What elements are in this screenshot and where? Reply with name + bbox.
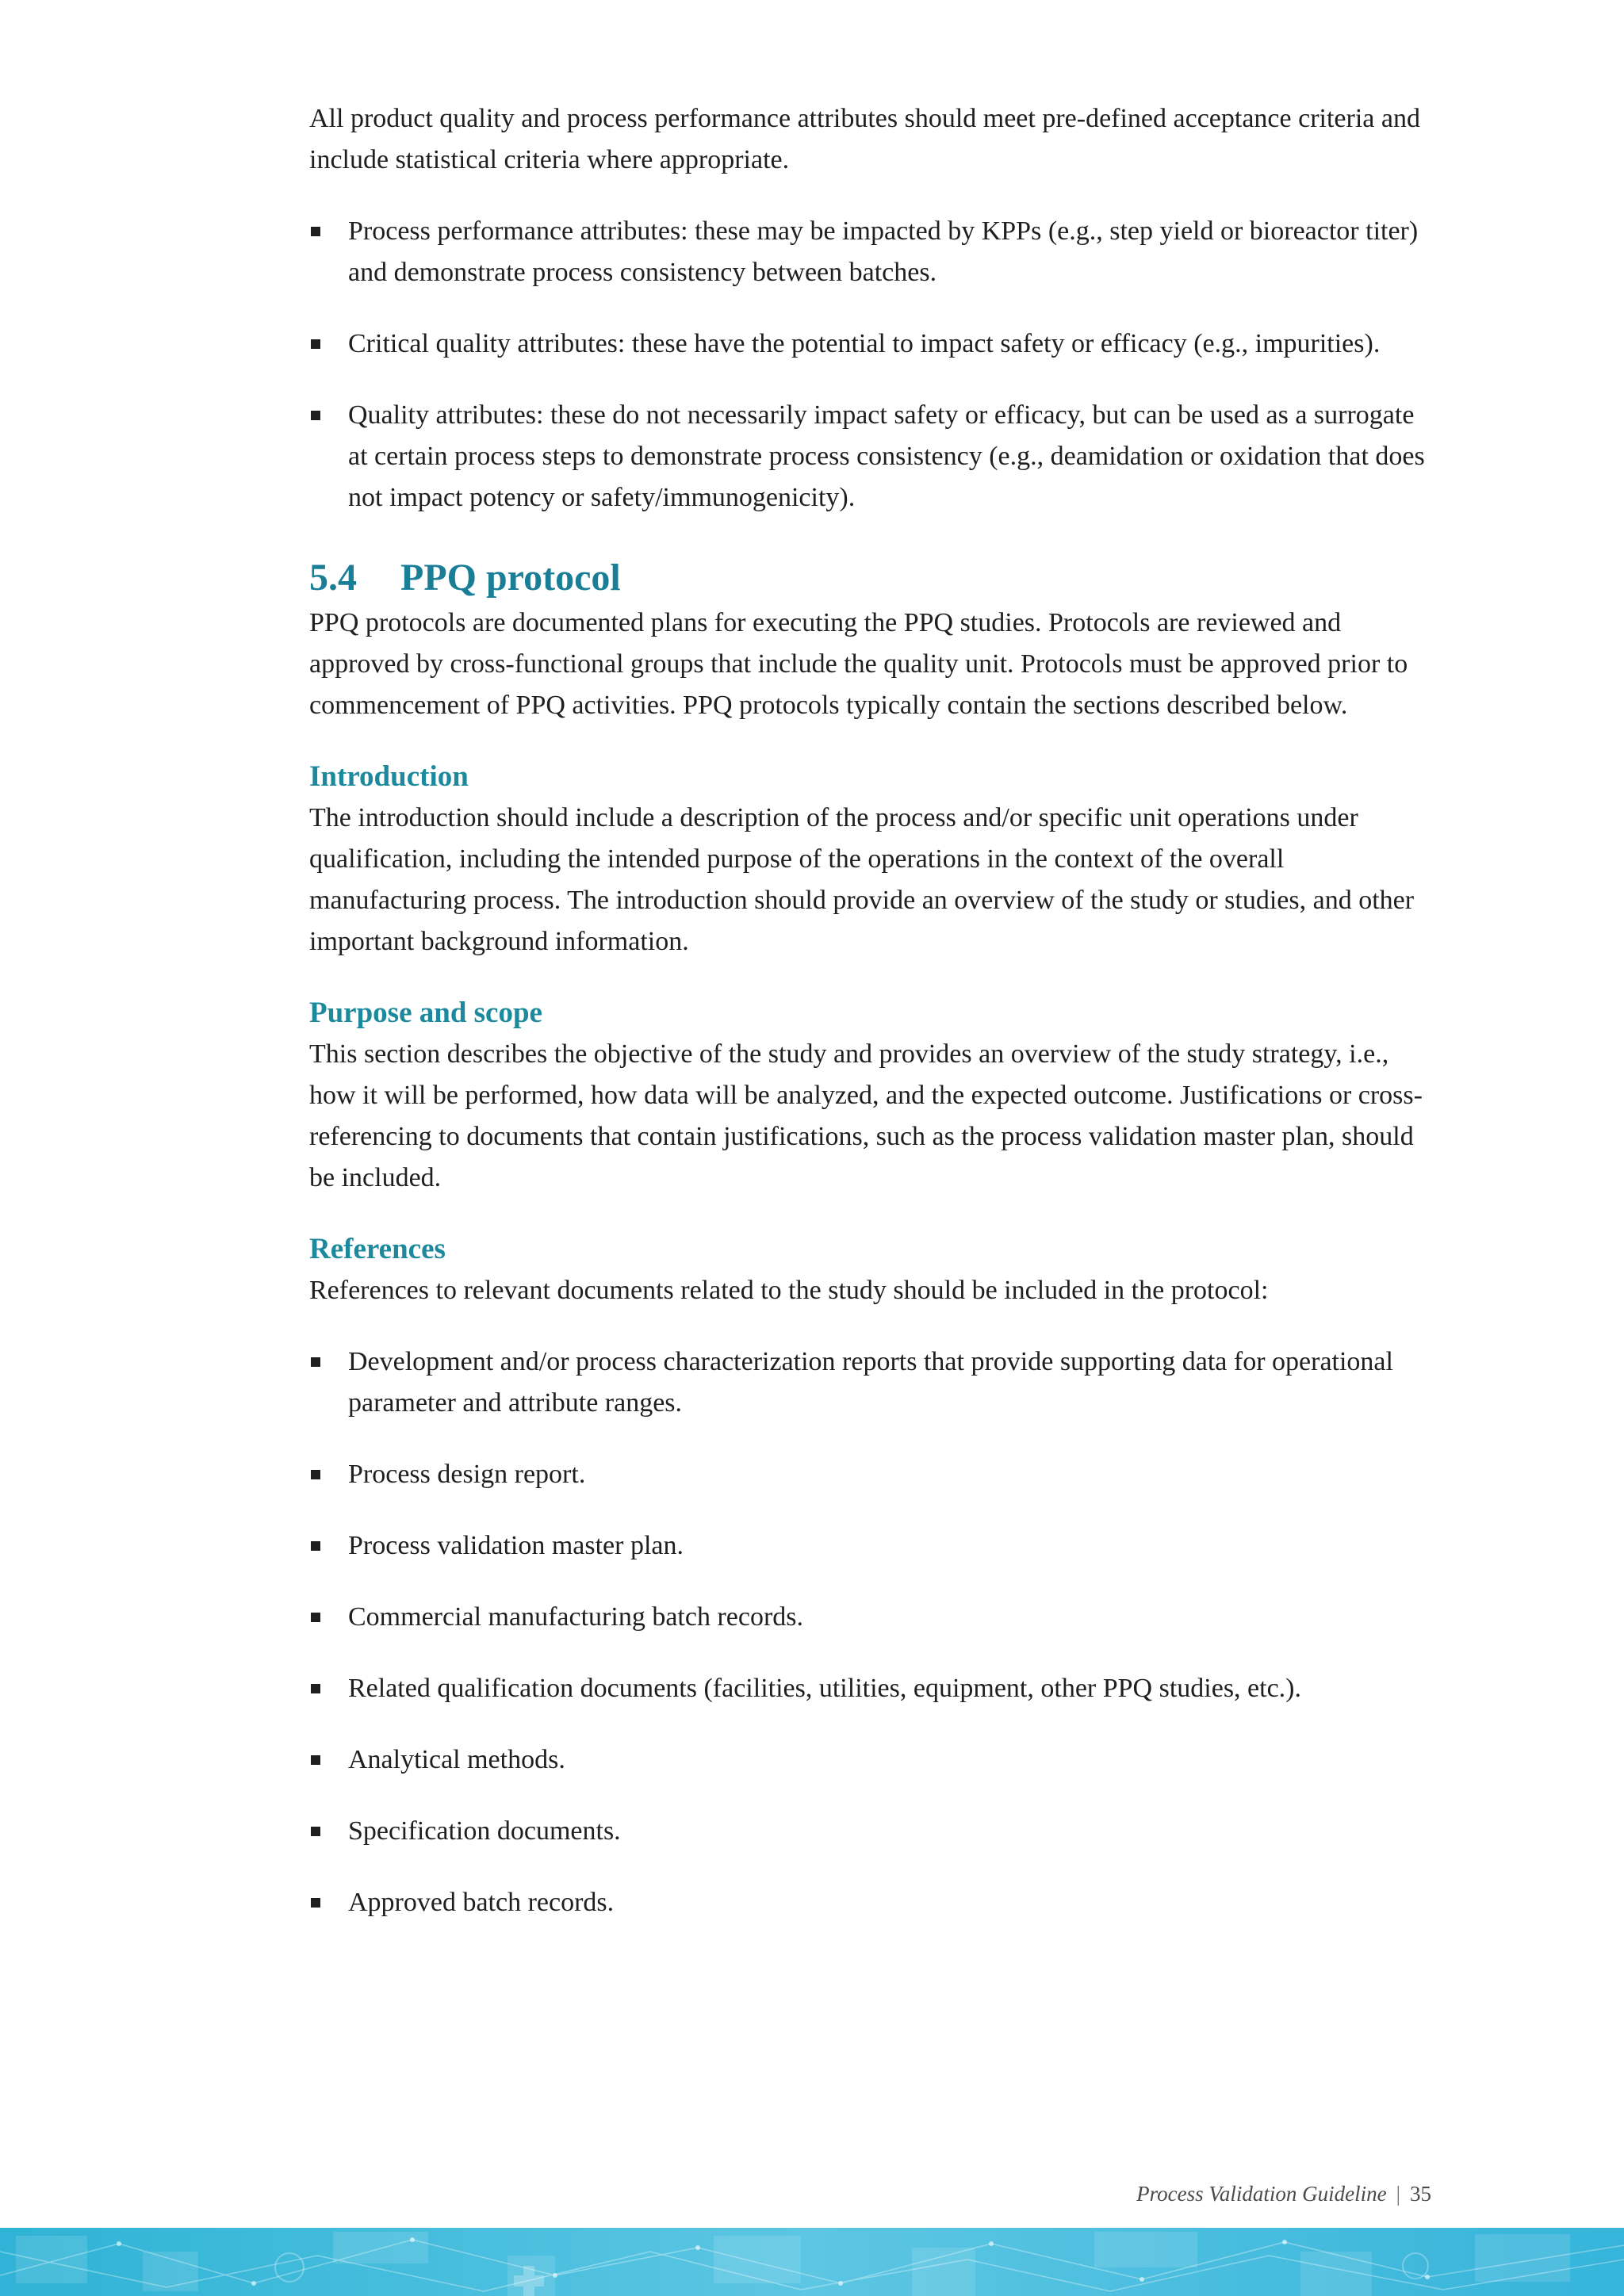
purpose-heading: Purpose and scope: [309, 997, 542, 1029]
references-paragraph: References to relevant documents related to the study should be included in the protocol:: [309, 1276, 1269, 1305]
intro-bullet-list: [309, 211, 1435, 519]
page-content: [309, 98, 1435, 1954]
purpose-paragraph: This section describes the objective of the study and provides an overview of the study strategy, i.e., how it will be performed, how data will be analyzed, and the expected outcome. Justifications or cross-referencing to documents that contain justifications, such as the process validation master plan, should be included.: [309, 1039, 1423, 1192]
section-heading: [309, 553, 1435, 603]
page-footer: [1136, 2182, 1431, 2206]
list-item: Process validation master plan.: [309, 1525, 1435, 1567]
list-item: Specification documents.: [309, 1811, 1435, 1852]
section-number: 5.4: [309, 557, 357, 599]
square-bullet-icon: [311, 411, 320, 420]
list-item: Critical quality attributes: these have the potential to impact safety or efficacy (e.g., impurities).: [309, 323, 1435, 365]
list-item: Quality attributes: these do not necessarily impact safety or efficacy, but can be used as a surrogate at certain process steps to demonstrate process consistency (e.g., deamidation or oxidation that does not impact potency or safety/immunogenicity).: [309, 395, 1435, 519]
square-bullet-icon: [311, 1613, 320, 1622]
intro-paragraph: All product quality and process performance attributes should meet pre-defined acceptance criteria and include statistical criteria where appropriate.: [309, 104, 1420, 174]
footer-doc-title: Process Validation Guideline: [1136, 2182, 1387, 2206]
page-number: 35: [1410, 2182, 1431, 2206]
list-item: Commercial manufacturing batch records.: [309, 1597, 1435, 1638]
references-heading: References: [309, 1233, 446, 1265]
list-item: Related qualification documents (facilities, utilities, equipment, other PPQ studies, etc.).: [309, 1668, 1435, 1709]
list-item: Process performance attributes: these may be impacted by KPPs (e.g., step yield or bioreactor titer) and demonstrate process consistency between batches.: [309, 211, 1435, 293]
references-bullet-list: [309, 1341, 1435, 1923]
list-item: Analytical methods.: [309, 1739, 1435, 1781]
square-bullet-icon: [311, 1470, 320, 1479]
square-bullet-icon: [311, 1755, 320, 1765]
introduction-paragraph: The introduction should include a description of the process and/or specific unit operations under qualification, including the intended purpose of the operations in the context of the overall manufacturing process. The introduction should provide an overview of the study or studies, and other important background information.: [309, 803, 1415, 956]
square-bullet-icon: [311, 1541, 320, 1551]
list-item: Development and/or process characterization reports that provide supporting data for operational parameter and attribute ranges.: [309, 1341, 1435, 1424]
square-bullet-icon: [311, 1684, 320, 1693]
square-bullet-icon: [311, 339, 320, 349]
square-bullet-icon: [311, 1357, 320, 1367]
list-item: Approved batch records.: [309, 1882, 1435, 1923]
square-bullet-icon: [311, 1898, 320, 1908]
decorative-footer-banner: [0, 2228, 1624, 2296]
introduction-heading: Introduction: [309, 760, 469, 793]
section-title: PPQ protocol: [400, 557, 621, 599]
list-item: Process design report.: [309, 1454, 1435, 1495]
square-bullet-icon: [311, 1827, 320, 1836]
square-bullet-icon: [311, 227, 320, 236]
section-paragraph: PPQ protocols are documented plans for executing the PPQ studies. Protocols are reviewed and approved by cross-functional groups that include the quality unit. Protocols must be approved prior to commencement of PPQ activities. PPQ protocols typically contain the sections described below.: [309, 608, 1408, 720]
footer-separator: |: [1396, 2182, 1400, 2206]
